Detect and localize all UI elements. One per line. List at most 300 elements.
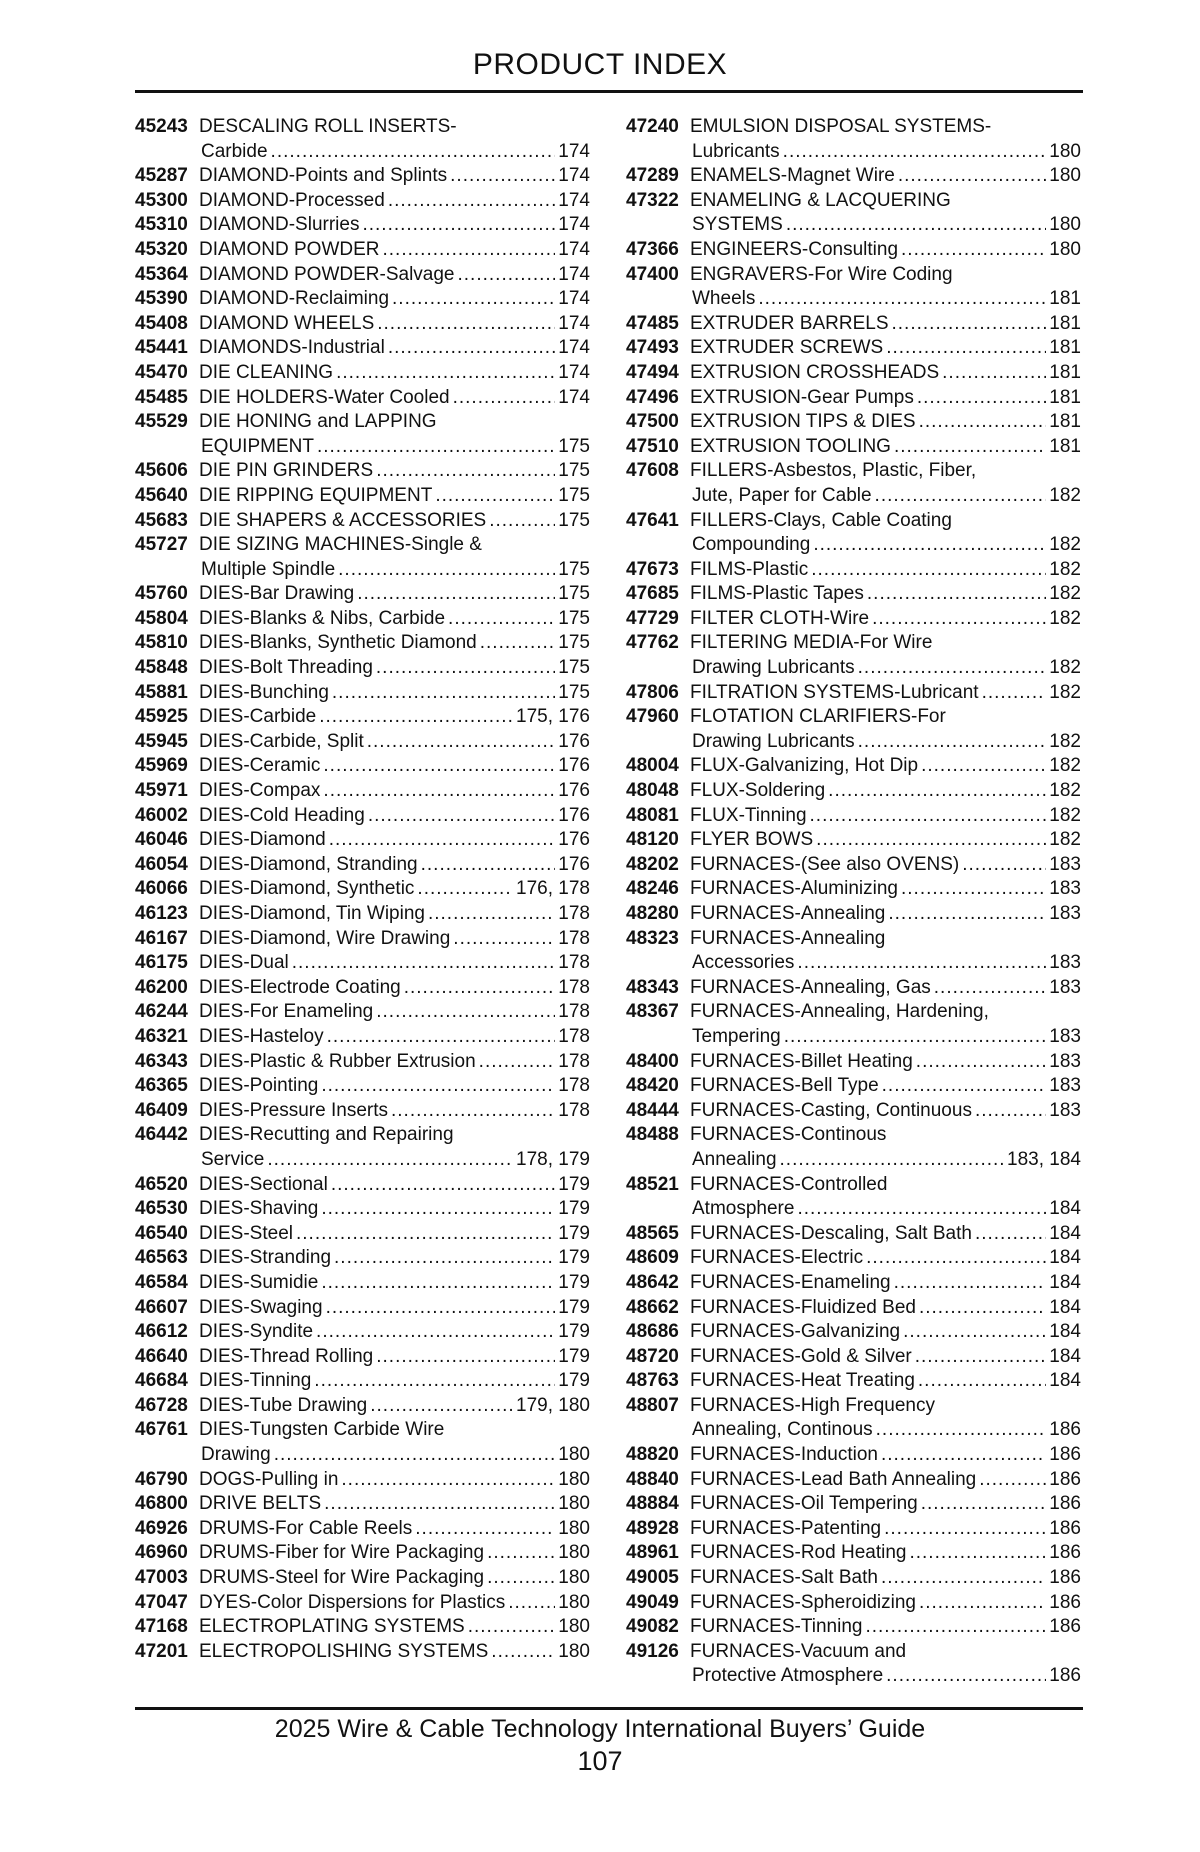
- product-code: 45606: [135, 460, 188, 482]
- product-name: Carbide: [201, 140, 268, 162]
- product-code: 48400: [626, 1050, 679, 1072]
- product-code: 47322: [626, 189, 679, 211]
- product-code: 47168: [135, 1616, 188, 1638]
- index-entry-line: [626, 263, 1081, 288]
- product-code: 46684: [135, 1370, 188, 1392]
- product-code: 48246: [626, 878, 679, 900]
- dot-leader: [892, 312, 1047, 337]
- product-name: DIE SHAPERS & ACCESSORIES: [199, 509, 487, 531]
- index-entry: [626, 705, 1081, 754]
- index-entry: [135, 951, 590, 976]
- product-code: 48521: [626, 1173, 679, 1195]
- page-reference: 186: [1049, 1591, 1081, 1613]
- product-name: FURNACES-Continous: [690, 1124, 887, 1146]
- page-reference: 183: [1049, 903, 1081, 924]
- product-name: DRIVE BELTS: [199, 1493, 322, 1515]
- index-entry-line: [135, 115, 590, 140]
- index-entry: [626, 1222, 1081, 1247]
- index-entry-line: [135, 951, 590, 976]
- product-name: EQUIPMENT: [201, 435, 314, 457]
- product-code: 45810: [135, 632, 188, 654]
- product-code: 48343: [626, 976, 679, 998]
- product-code: 45881: [135, 681, 188, 703]
- page-reference: 182: [1049, 804, 1081, 826]
- product-code: 45971: [135, 780, 188, 802]
- page-reference: 176: [558, 780, 590, 802]
- index-entry: [626, 1345, 1081, 1370]
- product-name: FURNACES-(See also OVENS): [690, 853, 960, 875]
- index-entry-line: [135, 754, 590, 779]
- page-reference: 183: [1049, 1099, 1081, 1121]
- product-name: Annealing, Continous: [692, 1419, 873, 1441]
- index-entry-line: [626, 1025, 1081, 1050]
- dot-leader: [323, 754, 555, 779]
- product-code: 46175: [135, 952, 188, 974]
- index-entry-line: [135, 287, 590, 312]
- index-entry-line: [626, 1517, 1081, 1542]
- dot-leader: [975, 1222, 1046, 1247]
- product-code: 47494: [626, 361, 679, 383]
- product-name: FLUX-Galvanizing, Hot Dip: [690, 755, 919, 777]
- index-entry-line: [135, 410, 590, 435]
- product-name: DIES-Pointing: [199, 1075, 319, 1097]
- product-code: 47806: [626, 681, 679, 703]
- index-entry-line: [135, 1468, 590, 1493]
- product-code: 45640: [135, 484, 188, 506]
- page-reference: 182: [1049, 681, 1081, 703]
- page-reference: 180: [558, 1493, 590, 1515]
- product-name: DIES-Swaging: [199, 1296, 323, 1318]
- product-name: Service: [201, 1148, 265, 1170]
- index-entry: [135, 533, 590, 582]
- product-name: ENGINEERS-Consulting: [690, 238, 899, 260]
- index-entry-line: [135, 631, 590, 656]
- page-reference: 175: [558, 435, 590, 457]
- dot-leader: [383, 238, 556, 263]
- index-entry-line: [135, 607, 590, 632]
- index-entry-line: [135, 1222, 590, 1247]
- dot-leader: [783, 140, 1047, 165]
- page-reference: 181: [1049, 288, 1081, 310]
- index-entry-line: [135, 582, 590, 607]
- index-entry: [626, 976, 1081, 1001]
- index-entry: [135, 1418, 590, 1467]
- product-name: EXTRUSION TOOLING: [690, 435, 891, 457]
- product-code: 46200: [135, 976, 188, 998]
- index-entry: [626, 804, 1081, 829]
- product-name: FURNACES-Aluminizing: [690, 878, 898, 900]
- index-entry-line: [626, 386, 1081, 411]
- page-reference: 179: [558, 1198, 590, 1220]
- page-reference: 178: [558, 1050, 590, 1072]
- product-name: DIES-Dual: [199, 952, 289, 974]
- product-name: Drawing: [201, 1444, 271, 1466]
- index-entry: [626, 1320, 1081, 1345]
- product-name: DIAMOND POWDER: [199, 238, 380, 260]
- product-code: 47960: [626, 706, 679, 728]
- page-reference: 179, 180: [516, 1394, 590, 1416]
- product-name: DESCALING ROLL INSERTS-: [199, 116, 457, 137]
- dot-leader: [962, 853, 1046, 878]
- index-entry-line: [135, 361, 590, 386]
- product-code: 46584: [135, 1271, 188, 1293]
- product-code: 45390: [135, 288, 188, 310]
- index-entry-line: [626, 1074, 1081, 1099]
- page-reference: 175: [558, 509, 590, 531]
- dot-leader: [797, 1197, 1046, 1222]
- index-entry: [626, 115, 1081, 164]
- product-code: 48884: [626, 1493, 679, 1515]
- product-name: DIES-Compax: [199, 780, 321, 802]
- product-code: 48081: [626, 804, 679, 826]
- product-name: DIE RIPPING EQUIPMENT: [199, 484, 433, 506]
- dot-leader: [886, 336, 1046, 361]
- product-code: 46167: [135, 927, 188, 949]
- product-code: 48807: [626, 1394, 679, 1416]
- dot-leader: [321, 1074, 555, 1099]
- index-entry-line: [626, 681, 1081, 706]
- product-name: DIES-Carbide, Split: [199, 730, 364, 752]
- dot-leader: [458, 263, 556, 288]
- product-name: DIE HONING and LAPPING: [199, 411, 437, 433]
- product-name: DIES-Diamond, Wire Drawing: [199, 927, 451, 949]
- index-entry-line: [626, 804, 1081, 829]
- dot-leader: [448, 607, 555, 632]
- index-entry: [626, 853, 1081, 878]
- page-reference: 182: [1049, 780, 1081, 802]
- page-reference: 186: [1049, 1665, 1081, 1687]
- index-entry: [626, 1123, 1081, 1172]
- dot-leader: [919, 410, 1047, 435]
- product-name: FLUX-Soldering: [690, 780, 826, 802]
- page-reference: 182: [1049, 534, 1081, 556]
- product-code: 45310: [135, 214, 188, 236]
- product-name: FURNACES-Descaling, Salt Bath: [690, 1222, 972, 1244]
- product-name: Protective Atmosphere: [692, 1665, 884, 1687]
- product-name: ELECTROPLATING SYSTEMS: [199, 1616, 465, 1638]
- dot-leader: [487, 1541, 555, 1566]
- index-entry: [626, 681, 1081, 706]
- index-entry-line: [626, 509, 1081, 534]
- product-code: 45485: [135, 386, 188, 408]
- product-name: FURNACES-Casting, Continuous: [690, 1099, 972, 1121]
- product-code: 46054: [135, 853, 188, 875]
- dot-leader: [881, 1566, 1046, 1591]
- index-entry: [135, 410, 590, 459]
- index-entry: [626, 1517, 1081, 1542]
- product-name: DIAMOND-Reclaiming: [199, 288, 390, 310]
- index-entry-line: [135, 459, 590, 484]
- index-entry: [135, 631, 590, 656]
- page-reference: 174: [558, 165, 590, 187]
- product-name: Tempering: [692, 1025, 781, 1047]
- index-entry-line: [626, 828, 1081, 853]
- dot-leader: [392, 287, 555, 312]
- product-code: 45969: [135, 755, 188, 777]
- dot-leader: [487, 1566, 555, 1591]
- product-name: DIE CLEANING: [199, 361, 334, 383]
- index-entry: [135, 1050, 590, 1075]
- dot-leader: [376, 1345, 555, 1370]
- product-name: DIES-Stranding: [199, 1247, 332, 1269]
- product-name: FURNACES-Spheroidizing: [690, 1591, 916, 1613]
- index-entry-line: [135, 1394, 590, 1419]
- product-name: FILLERS-Clays, Cable Coating: [690, 509, 952, 531]
- page-reference: 180: [1049, 214, 1081, 236]
- index-column-right: [626, 115, 1081, 1689]
- dot-leader: [811, 558, 1046, 583]
- page-reference: 181: [1049, 361, 1081, 383]
- index-entry-line: [626, 754, 1081, 779]
- product-code: 45300: [135, 189, 188, 211]
- page-reference: 180: [558, 1591, 590, 1613]
- index-entry: [626, 1050, 1081, 1075]
- index-entry-line: [626, 853, 1081, 878]
- index-entry-line: [135, 164, 590, 189]
- product-code: 48048: [626, 780, 679, 802]
- page-reference: 184: [1049, 1296, 1081, 1318]
- page-reference: 184: [1049, 1247, 1081, 1269]
- product-code: 48323: [626, 927, 679, 949]
- dot-leader: [901, 877, 1046, 902]
- product-code: 49082: [626, 1616, 679, 1638]
- index-entry: [135, 1566, 590, 1591]
- product-code: 46800: [135, 1493, 188, 1515]
- page-reference: 178: [558, 1001, 590, 1023]
- dot-leader: [314, 1369, 555, 1394]
- page-reference: 176: [558, 730, 590, 752]
- product-code: 47485: [626, 312, 679, 334]
- index-entry-line: [135, 558, 590, 583]
- index-entry-line: [626, 115, 1081, 140]
- page-reference: 186: [1049, 1444, 1081, 1466]
- index-entry-line: [626, 1418, 1081, 1443]
- dot-leader: [329, 828, 556, 853]
- index-entry: [626, 1369, 1081, 1394]
- product-name: DIES-Electrode Coating: [199, 976, 401, 998]
- page-reference: 186: [1049, 1616, 1081, 1638]
- index-entry-line: [135, 1246, 590, 1271]
- index-entry-line: [135, 681, 590, 706]
- dot-leader: [918, 1369, 1046, 1394]
- product-name: Accessories: [692, 952, 795, 974]
- index-entry-line: [626, 927, 1081, 952]
- product-name: DIAMOND-Points and Splints: [199, 165, 448, 187]
- index-entry-line: [135, 1418, 590, 1443]
- dot-leader: [828, 779, 1046, 804]
- index-entry-line: [135, 533, 590, 558]
- page-reference: 178: [558, 927, 590, 949]
- index-entry: [626, 927, 1081, 976]
- index-entry-line: [135, 853, 590, 878]
- product-name: FURNACES-Induction: [690, 1444, 878, 1466]
- product-code: 46640: [135, 1345, 188, 1367]
- page-reference: 186: [1049, 1542, 1081, 1564]
- index-entry-line: [626, 1468, 1081, 1493]
- product-name: DIAMOND WHEELS: [199, 312, 375, 334]
- page-reference: 175: [558, 681, 590, 703]
- index-entry-line: [626, 140, 1081, 165]
- page-reference: 176: [558, 755, 590, 777]
- product-code: 46612: [135, 1321, 188, 1343]
- product-code: 47201: [135, 1640, 188, 1662]
- index-entry-line: [135, 779, 590, 804]
- page-reference: 183: [1049, 952, 1081, 974]
- product-name: FLYER BOWS: [690, 829, 814, 851]
- index-entry: [626, 238, 1081, 263]
- index-entry: [135, 1369, 590, 1394]
- product-name: DIE PIN GRINDERS: [199, 460, 374, 482]
- index-entry: [135, 189, 590, 214]
- product-name: DIES-Plastic & Rubber Extrusion: [199, 1050, 476, 1072]
- dot-leader: [388, 189, 555, 214]
- index-entry: [626, 1566, 1081, 1591]
- index-entry-line: [135, 213, 590, 238]
- index-entry: [135, 459, 590, 484]
- index-entry: [626, 902, 1081, 927]
- index-entry: [626, 1173, 1081, 1222]
- page-reference: 180: [558, 1567, 590, 1589]
- product-code: 46002: [135, 804, 188, 826]
- index-entry: [626, 1492, 1081, 1517]
- page-reference: 183: [1049, 1075, 1081, 1097]
- product-name: DIES-Pressure Inserts: [199, 1099, 388, 1121]
- index-entry: [135, 287, 590, 312]
- index-entry: [626, 1615, 1081, 1640]
- index-entry: [626, 754, 1081, 779]
- dot-leader: [336, 361, 555, 386]
- page-reference: 186: [1049, 1468, 1081, 1490]
- page-reference: 179: [558, 1222, 590, 1244]
- dot-leader: [491, 1640, 555, 1665]
- page-reference: 182: [1049, 755, 1081, 777]
- index-entry-line: [626, 1271, 1081, 1296]
- index-entry: [135, 902, 590, 927]
- product-name: ENAMELS-Magnet Wire: [690, 165, 895, 187]
- dot-leader: [271, 140, 556, 165]
- index-entry: [626, 631, 1081, 680]
- product-name: DIES-Hasteloy: [199, 1025, 324, 1047]
- product-name: DIES-Diamond: [199, 829, 326, 851]
- product-code: 45243: [135, 116, 188, 137]
- dot-leader: [898, 164, 1046, 189]
- product-name: DIES-Steel: [199, 1222, 293, 1244]
- product-code: 46343: [135, 1050, 188, 1072]
- dot-leader: [341, 1468, 555, 1493]
- product-name: DIES-Diamond, Tin Wiping: [199, 903, 425, 924]
- index-entry-line: [626, 1197, 1081, 1222]
- dot-leader: [915, 1345, 1047, 1370]
- product-name: FURNACES-Controlled: [690, 1173, 888, 1195]
- product-code: 46046: [135, 829, 188, 851]
- dot-leader: [867, 582, 1046, 607]
- product-code: 47366: [626, 238, 679, 260]
- page-reference: 179: [558, 1173, 590, 1195]
- index-entry-line: [135, 435, 590, 460]
- dot-leader: [450, 164, 555, 189]
- page-reference: 178: [558, 1075, 590, 1097]
- page-reference: 181: [1049, 337, 1081, 359]
- page-reference: 180: [558, 1542, 590, 1564]
- page-reference: 179: [558, 1370, 590, 1392]
- dot-leader: [917, 386, 1046, 411]
- product-code: 48840: [626, 1468, 679, 1490]
- product-name: Annealing: [692, 1148, 777, 1170]
- index-entry-line: [626, 1492, 1081, 1517]
- product-code: 48642: [626, 1271, 679, 1293]
- index-entry-line: [626, 1050, 1081, 1075]
- product-code: 45848: [135, 657, 188, 679]
- page-reference: 174: [558, 312, 590, 334]
- product-code: 49049: [626, 1591, 679, 1613]
- index-entry-line: [135, 1369, 590, 1394]
- index-entry-line: [135, 140, 590, 165]
- product-name: FURNACES-Bell Type: [690, 1075, 879, 1097]
- dot-leader: [376, 459, 555, 484]
- index-entry-line: [626, 164, 1081, 189]
- dot-leader: [758, 287, 1046, 312]
- dot-leader: [362, 213, 555, 238]
- index-entry-line: [135, 828, 590, 853]
- index-entry-line: [626, 238, 1081, 263]
- dot-leader: [479, 1050, 556, 1075]
- page-reference: 180: [558, 1444, 590, 1466]
- index-entry-line: [626, 1173, 1081, 1198]
- page-reference: 184: [1049, 1222, 1081, 1244]
- page-reference: 179: [558, 1345, 590, 1367]
- product-code: 46321: [135, 1025, 188, 1047]
- product-code: 47500: [626, 411, 679, 433]
- product-name: DIES-For Enameling: [199, 1001, 374, 1023]
- product-code: 49005: [626, 1567, 679, 1589]
- index-entry: [135, 828, 590, 853]
- product-name: DIES-Sectional: [199, 1173, 328, 1195]
- index-entry-line: [626, 951, 1081, 976]
- index-entry: [135, 730, 590, 755]
- page-reference: 182: [1049, 730, 1081, 752]
- index-entry: [135, 1074, 590, 1099]
- dot-leader: [921, 754, 1046, 779]
- page-reference: 184: [1049, 1321, 1081, 1343]
- dot-leader: [317, 435, 555, 460]
- product-name: ENAMELING & LACQUERING: [690, 189, 951, 211]
- index-entry-line: [626, 1222, 1081, 1247]
- index-entry: [135, 1296, 590, 1321]
- product-code: 45287: [135, 165, 188, 187]
- index-entry: [135, 656, 590, 681]
- index-entry: [135, 115, 590, 164]
- product-name: DIES-Diamond, Synthetic: [199, 878, 415, 900]
- page-reference: 174: [558, 386, 590, 408]
- product-code: 46066: [135, 878, 188, 900]
- dot-leader: [388, 336, 555, 361]
- dot-leader: [468, 1615, 556, 1640]
- index-entry-line: [626, 976, 1081, 1001]
- index-entry: [626, 1394, 1081, 1443]
- page-reference: 174: [558, 238, 590, 260]
- dot-leader: [508, 1591, 555, 1616]
- product-name: FURNACES-Rod Heating: [690, 1542, 907, 1564]
- product-code: 45945: [135, 730, 188, 752]
- index-entry-line: [626, 1541, 1081, 1566]
- index-entry: [135, 1517, 590, 1542]
- index-entry-line: [135, 1443, 590, 1468]
- product-name: FURNACES-Fluidized Bed: [690, 1296, 916, 1318]
- product-name: DRUMS-Fiber for Wire Packaging: [199, 1542, 485, 1564]
- product-code: 48280: [626, 903, 679, 924]
- index-entry-line: [626, 336, 1081, 361]
- index-entry-line: [135, 336, 590, 361]
